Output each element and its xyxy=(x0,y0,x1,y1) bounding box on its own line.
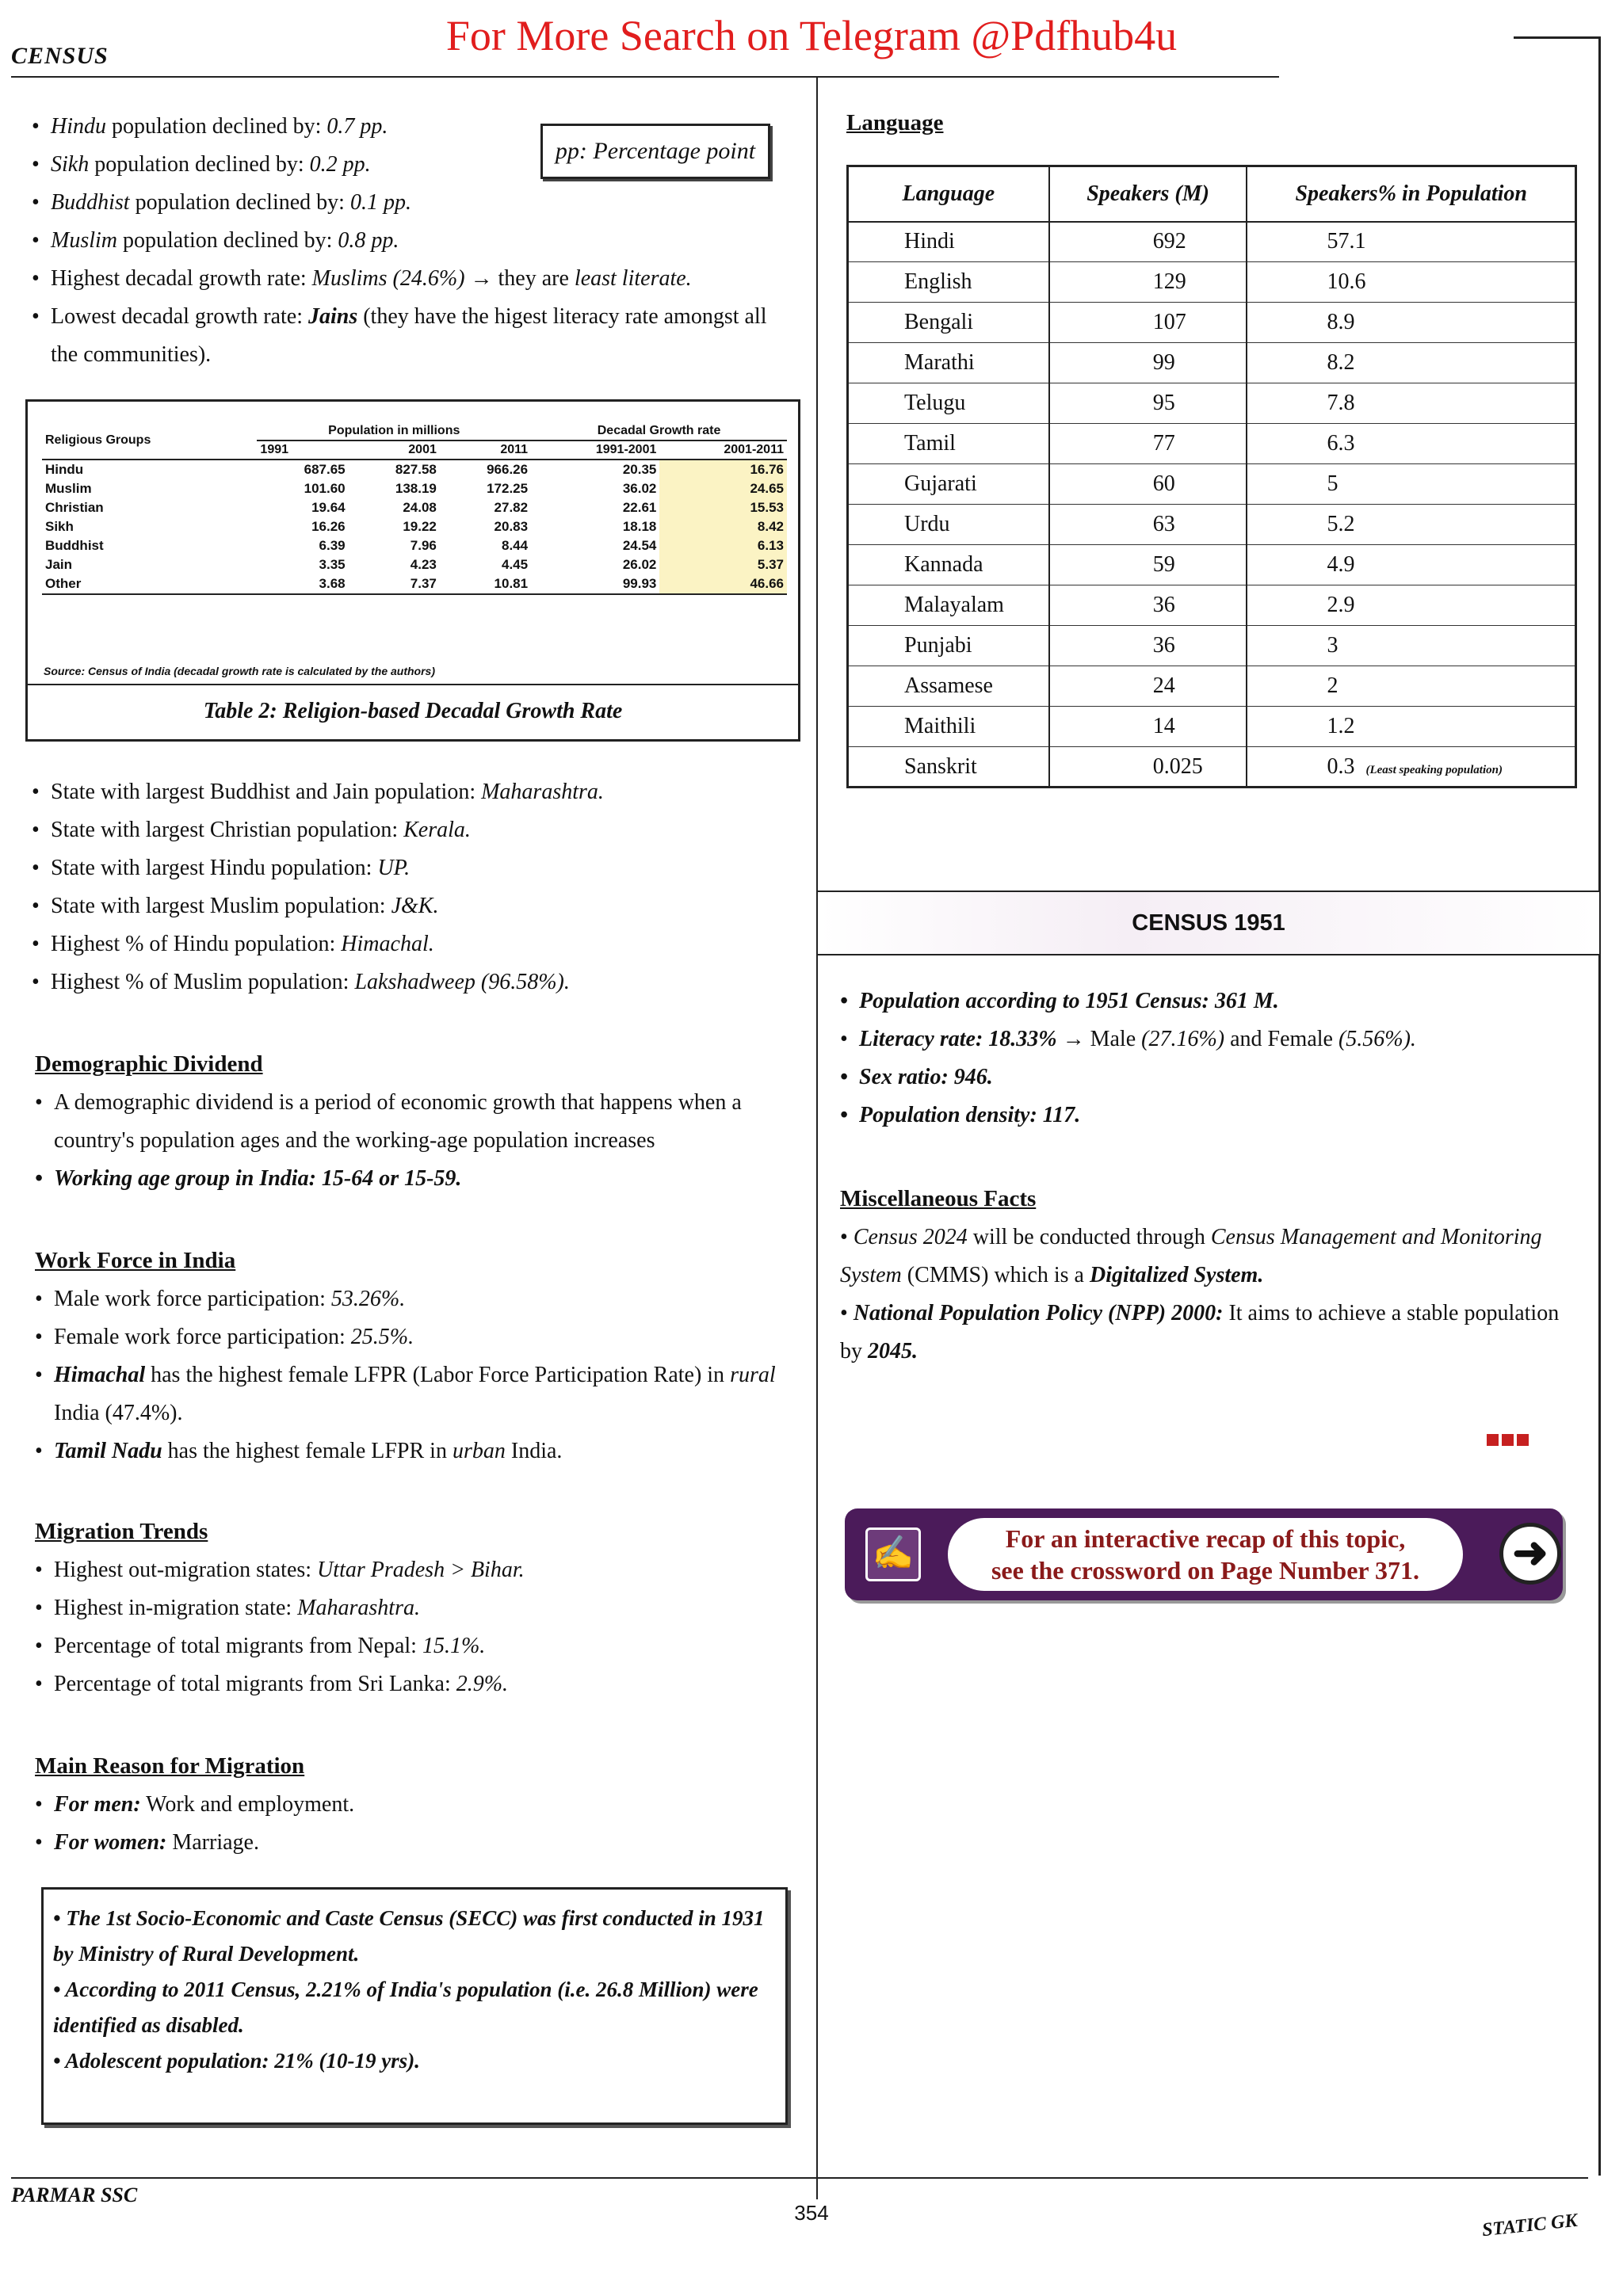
footer-subject: STATIC GK xyxy=(1480,2210,1579,2241)
facts-box xyxy=(41,1887,788,2125)
table-header: Decadal Growth rate xyxy=(597,424,721,437)
facts-box-item: • According to 2011 Census, 2.21% of India's population (i.e. 26.8 Million) were identified as disabled. xyxy=(53,1978,758,2037)
misc-fact: • National Population Policy (NPP) 2000: It aims to achieve a stable population by 2045. xyxy=(840,1301,1560,1363)
census-1951-title: CENSUS 1951 xyxy=(818,891,1599,955)
table-row: Hindi 692 57.1 xyxy=(848,222,1576,262)
table-row: Kannada 59 4.9 xyxy=(848,545,1576,585)
list-item: • Sex ratio: 946. xyxy=(840,1058,1577,1097)
list-item: • For men: Work and employment. xyxy=(35,1786,800,1824)
misc-fact: • Census 2024 will be conducted through Census Management and Monitoring System (CMMS) which is a Digitalized System. xyxy=(840,1225,1542,1287)
religion-table-box xyxy=(25,399,800,742)
table-header: Speakers (M) xyxy=(1049,166,1247,222)
telegram-watermark: For More Search on Telegram @Pdfhub4u xyxy=(445,12,1178,59)
end-marker xyxy=(1487,1434,1529,1447)
table-header: 1991-2001 xyxy=(595,443,657,456)
table-row: Muslim 101.60 138.19 172.25 36.02 24.65 xyxy=(42,479,787,498)
list-item: • Male work force participation: 53.26%. xyxy=(35,1280,800,1318)
list-item: • Highest % of Muslim population: Lakshadweep (96.58%). xyxy=(32,963,800,1001)
table-row: Buddhist 6.39 7.96 8.44 24.54 6.13 xyxy=(42,536,787,555)
list-item: • Hindu population declined by: 0.7 pp. xyxy=(32,108,539,146)
table-header: Population in millions xyxy=(328,424,460,437)
list-item: • State with largest Buddhist and Jain population: Maharashtra. xyxy=(32,773,800,811)
growth-points xyxy=(32,260,792,374)
recap-text: For an interactive recap of this topic, see the crossword on Page Number 371. xyxy=(948,1518,1463,1591)
table-row: Marathi 99 8.2 xyxy=(848,343,1576,383)
table-row: Urdu 63 5.2 xyxy=(848,505,1576,545)
column-divider xyxy=(816,76,818,2199)
table-row: Malayalam 36 2.9 xyxy=(848,585,1576,626)
table-header: 2001-2011 xyxy=(724,443,784,456)
list-item: • Percentage of total migrants from Sri Lanka: 2.9%. xyxy=(35,1665,800,1703)
table-row: Bengali 107 8.9 xyxy=(848,303,1576,343)
section-heading: Work Force in India xyxy=(35,1248,236,1273)
demographic-section xyxy=(35,1044,800,1198)
section-heading: Miscellaneous Facts xyxy=(840,1186,1037,1211)
least-speaking-note: (Least speaking population) xyxy=(1365,763,1503,776)
table-header: Language xyxy=(848,166,1049,222)
language-table xyxy=(846,165,1577,788)
misc-section xyxy=(840,1179,1577,1371)
table-row: Telugu 95 7.8 xyxy=(848,383,1576,424)
table-header: Religious Groups xyxy=(45,433,151,447)
table-row: Gujarati 60 5 xyxy=(848,464,1576,505)
facts-box-item: • The 1st Socio-Economic and Caste Census (SECC) was first conducted in 1931 by Ministry of Rural Development. xyxy=(53,1906,765,1966)
section-heading: Migration Trends xyxy=(35,1519,208,1544)
migration-section xyxy=(35,1512,800,1703)
crossword-recap-banner xyxy=(845,1508,1563,1600)
list-item: • Buddhist population declined by: 0.1 pp. xyxy=(32,184,539,222)
table-row: Tamil 77 6.3 xyxy=(848,424,1576,464)
list-item: • Population according to 1951 Census: 361 M. xyxy=(840,982,1577,1020)
list-item: • Female work force participation: 25.5%. xyxy=(35,1318,800,1356)
section-header: CENSUS xyxy=(11,43,109,69)
facts-box-item: • Adolescent population: 21% (10-19 yrs). xyxy=(53,2049,420,2073)
list-item: • Literacy rate: 18.33% → Male (27.16%) and Female (5.56%). xyxy=(840,1020,1577,1058)
list-item: • Sikh population declined by: 0.2 pp. xyxy=(32,146,539,184)
list-item: • Tamil Nadu has the highest female LFPR in urban India. xyxy=(35,1432,800,1470)
table-row: English 129 10.6 xyxy=(848,262,1576,303)
header-rule xyxy=(11,76,1279,78)
section-heading: Demographic Dividend xyxy=(35,1051,263,1077)
table-row: Hindu 687.65 827.58 966.26 20.35 16.76 xyxy=(42,460,787,479)
religion-decline-list xyxy=(32,108,539,260)
pen-writing-icon: ✍ xyxy=(865,1527,921,1581)
list-item: • State with largest Muslim population: J&K. xyxy=(32,887,800,925)
footer-publisher: PARMAR SSC xyxy=(11,2183,138,2206)
table-row: Maithili 14 1.2 xyxy=(848,707,1576,747)
table-header: Speakers% in Population xyxy=(1247,166,1575,222)
table-row: Sanskrit 0.025 0.3 (Least speaking population) xyxy=(848,747,1576,788)
table-row: Other 3.68 7.37 10.81 99.93 46.66 xyxy=(42,574,787,594)
footer-rule xyxy=(11,2177,1588,2179)
list-item: • Highest in-migration state: Maharashtra. xyxy=(35,1589,800,1627)
list-item: • Himachal has the highest female LFPR (Labor Force Participation Rate) in rural India (47.4%). xyxy=(35,1356,800,1432)
table-header: 2001 xyxy=(408,443,437,456)
page-number: 354 xyxy=(794,2201,829,2225)
table-header: 1991 xyxy=(260,443,289,456)
table-source: Source: Census of India (decadal growth rate is calculated by the authors) xyxy=(44,665,435,677)
list-item: • For women: Marriage. xyxy=(35,1824,800,1862)
list-item: • Population density: 117. xyxy=(840,1097,1577,1135)
religion-growth-table xyxy=(42,422,787,595)
section-heading: Language xyxy=(846,110,944,135)
table-row: Assamese 24 2 xyxy=(848,666,1576,707)
table-row: Christian 19.64 24.08 27.82 22.61 15.53 xyxy=(42,498,787,517)
state-facts-list xyxy=(32,773,800,1001)
workforce-section xyxy=(35,1241,800,1470)
list-item: • Highest out-migration states: Uttar Pradesh > Bihar. xyxy=(35,1551,800,1589)
list-item: • Highest decadal growth rate: Muslims (24.6%) → they are least literate. xyxy=(32,260,792,298)
list-item: • Percentage of total migrants from Nepal: 15.1%. xyxy=(35,1627,800,1665)
list-item: • Working age group in India: 15-64 or 15-59. xyxy=(35,1160,800,1198)
table-row: Punjabi 36 3 xyxy=(848,626,1576,666)
section-heading: Main Reason for Migration xyxy=(35,1753,305,1779)
pp-note-box: pp: Percentage point xyxy=(540,124,770,179)
census-1951-list xyxy=(840,982,1577,1135)
table-row: Jain 3.35 4.23 4.45 26.02 5.37 xyxy=(42,555,787,574)
table-header: 2011 xyxy=(500,443,529,456)
arrow-right-icon: ➜ xyxy=(1499,1523,1561,1585)
table-caption: Table 2: Religion-based Decadal Growth Rate xyxy=(28,684,798,739)
list-item: • A demographic dividend is a period of economic growth that happens when a country's population ages and the working-age population increases xyxy=(35,1084,800,1160)
table-row: Sikh 16.26 19.22 20.83 18.18 8.42 xyxy=(42,517,787,536)
list-item: • State with largest Christian population: Kerala. xyxy=(32,811,800,849)
list-item: • State with largest Hindu population: UP. xyxy=(32,849,800,887)
list-item: • Highest % of Hindu population: Himachal. xyxy=(32,925,800,963)
list-item: • Muslim population declined by: 0.8 pp. xyxy=(32,222,539,260)
list-item: • Lowest decadal growth rate: Jains (they have the higest literacy rate amongst all the communities). xyxy=(32,298,792,374)
migration-reason-section xyxy=(35,1746,800,1862)
